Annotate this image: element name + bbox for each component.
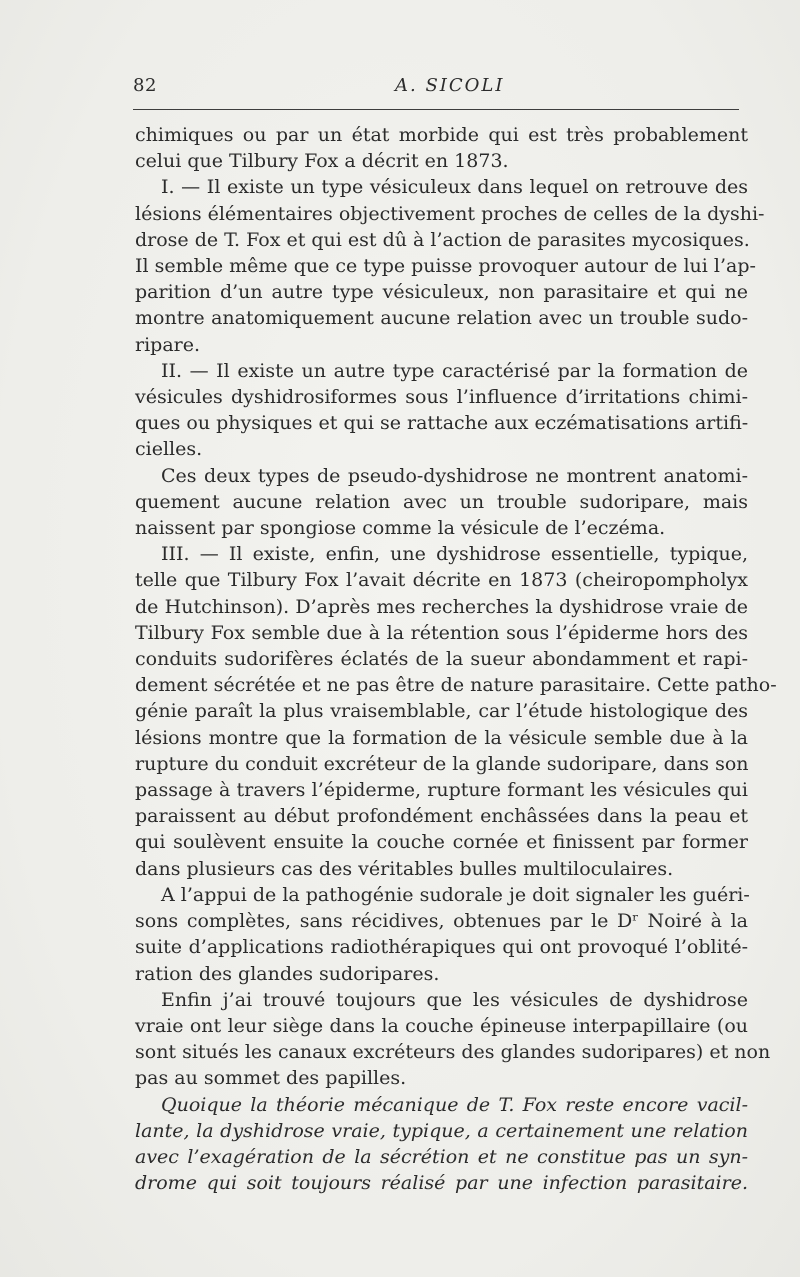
text-line: sont situés les canaux excréteurs des glandes sudoripares) et non: [135, 1041, 771, 1064]
text-line: II. — Il existe un autre type caractérisé par la formation de: [161, 359, 748, 382]
text-line: Enfin j’ai trouvé toujours que les vésicules de dyshidrose: [161, 988, 748, 1011]
page-number: 82: [133, 75, 157, 96]
text-line: conduits sudorifères éclatés de la sueur abondamment et rapi-: [135, 648, 748, 671]
text-line-italic: avec l’exagération de la sécrétion et ne constitue pas un syn-: [135, 1145, 748, 1168]
text-line: vésicules dyshidrosiformes sous l’influence d’irritations chimi-: [135, 386, 748, 409]
text-line: passage à travers l’épiderme, rupture formant les vésicules qui: [135, 779, 748, 802]
text-line: pas au sommet des papilles.: [135, 1067, 407, 1090]
text-line: montre anatomiquement aucune relation avec un trouble sudo-: [135, 307, 748, 330]
text-line: dans plusieurs cas des véritables bulles multiloculaires.: [135, 857, 674, 880]
text-line-italic: Quoique la théorie mécanique de T. Fox reste encore vacil-: [161, 1093, 748, 1116]
text-line: sons complètes, sans récidives, obtenues par le Dʳ Noiré à la: [135, 910, 748, 933]
text-line: paraissent au début profondément enchâssées dans la peau et: [135, 805, 748, 828]
body-text: [135, 122, 777, 1196]
text-line: ripare.: [135, 333, 201, 356]
text-line: lésions élémentaires objectivement proches de celles de la dyshi-: [135, 202, 765, 225]
text-line: ration des glandes sudoripares.: [135, 962, 440, 985]
running-head: A. SICOLI: [395, 75, 505, 96]
text-line: celui que Tilbury Fox a décrit en 1873.: [135, 150, 509, 173]
text-line: Il semble même que ce type puisse provoquer autour de lui l’ap-: [135, 255, 756, 278]
text-line: lésions montre que la formation de la vésicule semble due à la: [135, 726, 748, 749]
text-line: drose de T. Fox et qui est dû à l’action de parasites mycosiques.: [135, 228, 750, 251]
text-line: I. — Il existe un type vésiculeux dans lequel on retrouve des: [161, 176, 748, 199]
page-header: [133, 75, 741, 103]
text-line: quement aucune relation avec un trouble sudoripare, mais: [135, 490, 748, 513]
text-line: parition d’un autre type vésiculeux, non parasitaire et qui ne: [135, 281, 748, 304]
text-line: chimiques ou par un état morbide qui est très probablement: [135, 124, 748, 146]
text-line: qui soulèvent ensuite la couche cornée et finissent par former: [135, 831, 748, 854]
text-line: Ces deux types de pseudo-dyshidrose ne montrent anatomi-: [161, 464, 748, 487]
text-line-italic: drome qui soit toujours réalisé par une infection parasitaire.: [135, 1172, 748, 1195]
text-line: cielles.: [135, 438, 203, 461]
text-line: suite d’applications radiothérapiques qui ont provoqué l’oblité-: [135, 936, 748, 959]
text-line: naissent par spongiose comme la vésicule de l’eczéma.: [135, 517, 666, 540]
text-line-italic: lante, la dyshidrose vraie, typique, a certainement une relation: [135, 1119, 748, 1142]
text-line: de Hutchinson). D’après mes recherches la dyshidrose vraie de: [135, 595, 748, 618]
text-line: rupture du conduit excréteur de la glande sudoripare, dans son: [135, 752, 749, 775]
header-rule: [133, 109, 739, 110]
text-line: A l’appui de la pathogénie sudorale je doit signaler les guéri-: [161, 883, 750, 906]
text-line: ques ou physiques et qui se rattache aux eczématisations artifi-: [135, 412, 749, 435]
text-line: III. — Il existe, enfin, une dyshidrose essentielle, typique,: [161, 543, 748, 566]
text-line: telle que Tilbury Fox l’avait décrite en 1873 (cheiropompholyx: [135, 569, 748, 592]
text-line: vraie ont leur siège dans la couche épineuse interpapillaire (ou: [135, 1014, 748, 1037]
text-line: dement sécrétée et ne pas être de nature parasitaire. Cette patho-: [135, 674, 777, 697]
text-line: génie paraît la plus vraisemblable, car l’étude histologique des: [135, 700, 748, 723]
text-line: Tilbury Fox semble due à la rétention sous l’épiderme hors des: [135, 621, 748, 644]
